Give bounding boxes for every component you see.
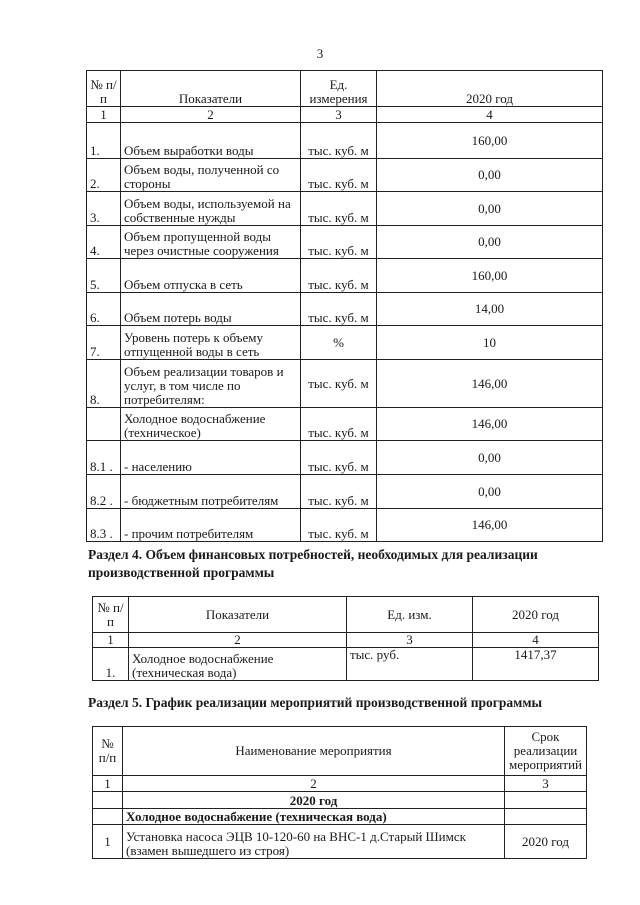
year-label: 2020 год bbox=[123, 792, 505, 809]
section5-heading: Раздел 5. График реализации мероприятий производственной программы bbox=[88, 695, 543, 710]
row-unit: тыс. куб. м bbox=[301, 475, 377, 509]
row-unit: тыс. куб. м bbox=[301, 408, 377, 441]
index-cell: 1 bbox=[93, 776, 123, 792]
index-cell: 1 bbox=[93, 633, 129, 648]
index-cell: 1 bbox=[87, 107, 121, 123]
table-row bbox=[93, 648, 599, 681]
row-unit: тыс. куб. м bbox=[301, 509, 377, 542]
row-name: - бюджетным потребителям bbox=[121, 475, 301, 509]
row-name: Объем воды, полученной со стороны bbox=[121, 159, 301, 192]
year-row bbox=[93, 792, 587, 809]
header-name: Наименование мероприятия bbox=[123, 727, 505, 776]
row-value: 146,00 bbox=[377, 509, 603, 542]
empty-cell bbox=[505, 809, 587, 825]
row-name: Холодное водоснабжение (техническая вода) bbox=[129, 648, 347, 681]
table-row bbox=[87, 509, 603, 542]
row-name: Объем выработки воды bbox=[121, 123, 301, 159]
row-num: 8. bbox=[87, 360, 121, 408]
table-row bbox=[87, 259, 603, 293]
row-num: 7. bbox=[87, 326, 121, 360]
header-name: Показатели bbox=[129, 597, 347, 633]
row-value: 160,00 bbox=[377, 259, 603, 293]
empty-cell bbox=[505, 792, 587, 809]
table-row bbox=[87, 226, 603, 259]
index-cell: 2 bbox=[121, 107, 301, 123]
index-cell: 3 bbox=[301, 107, 377, 123]
row-value: 10 bbox=[377, 326, 603, 360]
index-cell: 3 bbox=[505, 776, 587, 792]
row-value: 146,00 bbox=[377, 408, 603, 441]
row-unit: % bbox=[301, 326, 377, 360]
table-row bbox=[87, 475, 603, 509]
index-row bbox=[93, 776, 587, 792]
index-cell: 2 bbox=[129, 633, 347, 648]
page-number: 3 bbox=[316, 46, 324, 61]
index-row bbox=[93, 633, 599, 648]
row-unit: тыс. руб. bbox=[347, 648, 473, 681]
table-row bbox=[87, 360, 603, 408]
index-cell: 3 bbox=[347, 633, 473, 648]
schedule-table bbox=[92, 726, 587, 859]
group-row bbox=[93, 809, 587, 825]
header-term: Срок реализации мероприятий bbox=[505, 727, 587, 776]
table-row bbox=[87, 408, 603, 441]
financial-needs-table bbox=[92, 596, 599, 681]
row-name: Объем отпуска в сеть bbox=[121, 259, 301, 293]
row-value: 14,00 bbox=[377, 293, 603, 326]
index-cell: 2 bbox=[123, 776, 505, 792]
row-unit: тыс. куб. м bbox=[301, 441, 377, 475]
row-num: 4. bbox=[87, 226, 121, 259]
header-year: 2020 год bbox=[377, 71, 603, 107]
row-num: 3. bbox=[87, 192, 121, 226]
table-row bbox=[87, 123, 603, 159]
header-unit: Ед. изм. bbox=[347, 597, 473, 633]
table-header-row bbox=[93, 727, 587, 776]
header-unit: Ед. измерения bbox=[301, 71, 377, 107]
row-num bbox=[87, 408, 121, 441]
row-unit: тыс. куб. м bbox=[301, 293, 377, 326]
row-term: 2020 год bbox=[505, 825, 587, 859]
row-unit: тыс. куб. м bbox=[301, 123, 377, 159]
row-unit: тыс. куб. м bbox=[301, 192, 377, 226]
table-row bbox=[93, 825, 587, 859]
header-num: № п/п bbox=[93, 727, 123, 776]
table-row bbox=[87, 159, 603, 192]
header-name: Показатели bbox=[121, 71, 301, 107]
table-row bbox=[87, 326, 603, 360]
table-row bbox=[87, 293, 603, 326]
row-unit: тыс. куб. м bbox=[301, 360, 377, 408]
row-unit: тыс. куб. м bbox=[301, 226, 377, 259]
row-value: 0,00 bbox=[377, 192, 603, 226]
row-num: 8.1 . bbox=[87, 441, 121, 475]
row-num: 5. bbox=[87, 259, 121, 293]
header-year: 2020 год bbox=[473, 597, 599, 633]
index-row bbox=[87, 107, 603, 123]
row-unit: тыс. куб. м bbox=[301, 259, 377, 293]
production-indicators-table bbox=[86, 70, 603, 542]
row-num: 1. bbox=[93, 648, 129, 681]
row-value: 146,00 bbox=[377, 360, 603, 408]
table-row bbox=[87, 192, 603, 226]
row-value: 0,00 bbox=[377, 475, 603, 509]
row-num: 2. bbox=[87, 159, 121, 192]
header-num: № п/п bbox=[93, 597, 129, 633]
index-cell: 4 bbox=[473, 633, 599, 648]
section4-heading: Раздел 4. Объем финансовых потребностей, необходимых для реализации производственной программы bbox=[88, 547, 538, 580]
row-name: Уровень потерь к объему отпущенной воды в сеть bbox=[121, 326, 301, 360]
row-value: 0,00 bbox=[377, 226, 603, 259]
row-name: Объем потерь воды bbox=[121, 293, 301, 326]
row-name: Установка насоса ЭЦВ 10-120-60 на ВНС-1 д.Старый Шимск (взамен вышедшего из строя) bbox=[123, 825, 505, 859]
row-name: - населению bbox=[121, 441, 301, 475]
row-value: 0,00 bbox=[377, 441, 603, 475]
empty-cell bbox=[93, 809, 123, 825]
group-label: Холодное водоснабжение (техническая вода) bbox=[123, 809, 505, 825]
index-cell: 4 bbox=[377, 107, 603, 123]
row-name: - прочим потребителям bbox=[121, 509, 301, 542]
row-name: Объем воды, используемой на собственные нужды bbox=[121, 192, 301, 226]
row-num: 1 bbox=[93, 825, 123, 859]
table-header-row bbox=[93, 597, 599, 633]
header-num: № п/п bbox=[87, 71, 121, 107]
row-num: 6. bbox=[87, 293, 121, 326]
row-name: Объем пропущенной воды через очистные сооружения bbox=[121, 226, 301, 259]
row-num: 1. bbox=[87, 123, 121, 159]
row-num: 8.3 . bbox=[87, 509, 121, 542]
table-row bbox=[87, 441, 603, 475]
row-name: Холодное водоснабжение (техническое) bbox=[121, 408, 301, 441]
row-num: 8.2 . bbox=[87, 475, 121, 509]
row-unit: тыс. куб. м bbox=[301, 159, 377, 192]
row-value: 0,00 bbox=[377, 159, 603, 192]
table-header-row bbox=[87, 71, 603, 107]
row-value: 160,00 bbox=[377, 123, 603, 159]
row-name: Объем реализации товаров и услуг, в том числе по потребителям: bbox=[121, 360, 301, 408]
row-value: 1417,37 bbox=[473, 648, 599, 681]
empty-cell bbox=[93, 792, 123, 809]
